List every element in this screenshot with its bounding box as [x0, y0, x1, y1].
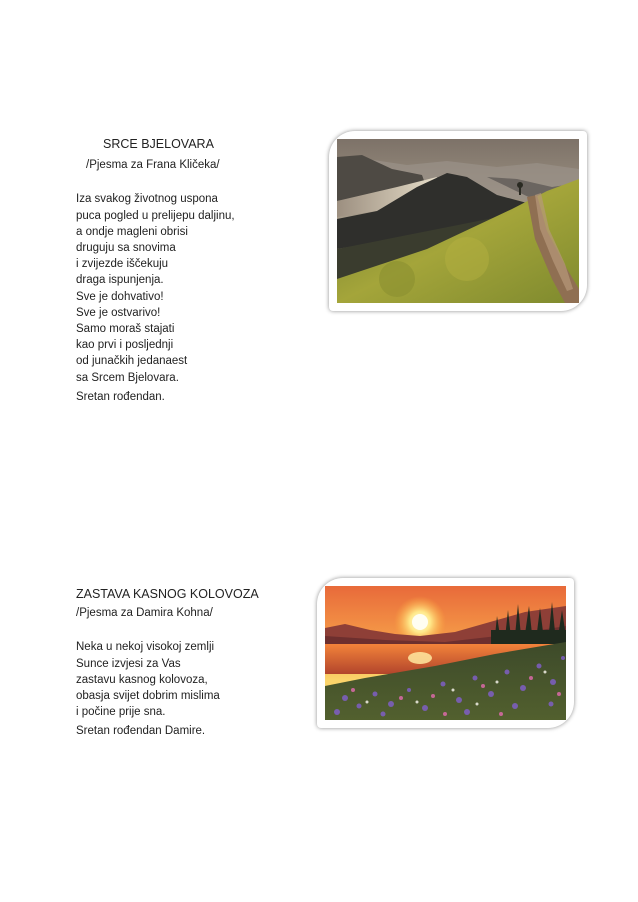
poem-line: Iza svakog životnog uspona: [76, 193, 218, 206]
poem-line: a ondje magleni obrisi: [76, 225, 188, 238]
poem-srce-bjelovara: [76, 136, 235, 405]
poem-line: Sunce izvjesi za Vas: [76, 657, 181, 670]
poem-line: kao prvi i posljednji: [76, 339, 174, 352]
poem-line: Neka u nekoj visokoj zemlji: [76, 641, 215, 654]
sunset-meadow-photo: [317, 578, 574, 728]
poem-zastava-kasnog-kolovoza: [76, 586, 259, 740]
poem-line: i počine prije sna.: [76, 706, 166, 719]
poem-closing: Sretan rođendan.: [76, 390, 165, 403]
poem-line: od junačkih jedanaest: [76, 355, 188, 368]
poem-line: sa Srcem Bjelovara.: [76, 371, 179, 384]
poem-line: zastavu kasnog kolovoza,: [76, 673, 208, 686]
poem-title: ZASTAVA KASNOG KOLOVOZA: [76, 587, 259, 601]
poem-title: SRCE BJELOVARA: [103, 137, 214, 151]
poem-line: druguju sa snovima: [76, 242, 176, 255]
poem-line: draga ispunjenja.: [76, 274, 164, 287]
poem-line: puca pogled u prelijepu daljinu,: [76, 209, 235, 222]
poem-line: obasja svijet dobrim mislima: [76, 690, 220, 703]
sunset-meadow-image: [325, 586, 566, 720]
poem-closing: Sretan rođendan Damire.: [76, 725, 206, 738]
mountain-trail-image: [337, 139, 579, 303]
poem-subtitle: /Pjesma za Frana Kličeka/: [86, 159, 220, 172]
poem-line: i zvijezde iščekuju: [76, 258, 169, 271]
poem-line: Sve je dohvativo!: [76, 290, 164, 303]
poem-line: Samo moraš stajati: [76, 323, 175, 336]
mountain-trail-photo: [329, 131, 587, 311]
poem-subtitle: /Pjesma za Damira Kohna/: [76, 607, 213, 620]
poem-line: Sve je ostvarivo!: [76, 306, 161, 319]
